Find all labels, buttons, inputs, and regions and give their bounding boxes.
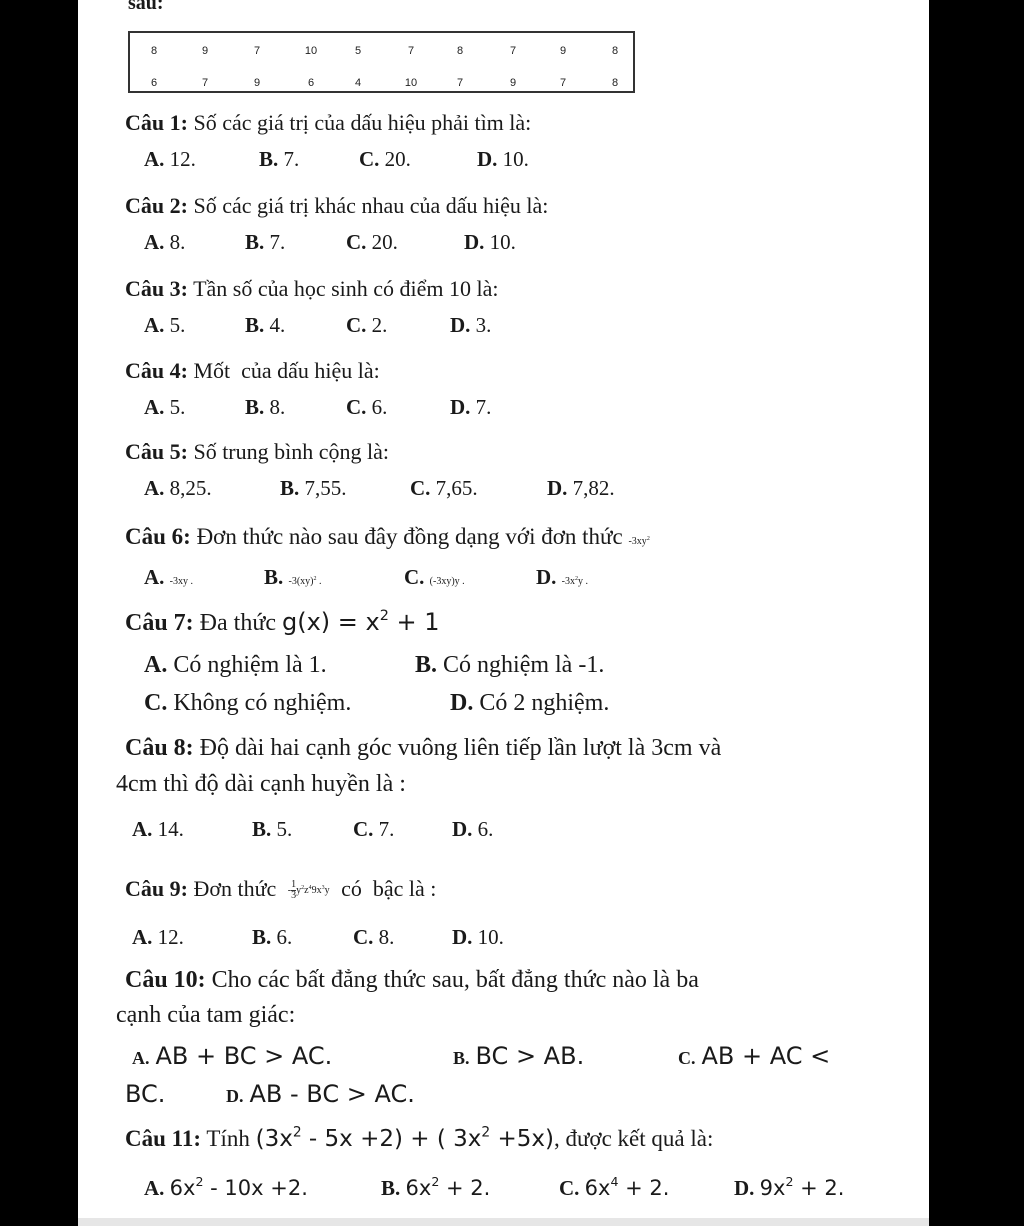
table-cell: 7 [407, 45, 415, 57]
option: D. 7. [450, 395, 492, 419]
option: C. Không có nghiệm. [144, 690, 352, 716]
question-9 [125, 876, 436, 902]
option: C. (-3xy)y . [404, 565, 465, 589]
option: C. 7. [353, 817, 395, 841]
table-cell: 7 [509, 45, 517, 57]
option: D. AB - BC > AC. [226, 1080, 415, 1108]
question-5 [125, 439, 389, 465]
question-text: Tần số của học sinh có điểm 10 là: [193, 276, 499, 301]
question-text: Đa thức [199, 610, 276, 636]
question-7 [125, 608, 440, 637]
question-2 [125, 193, 548, 219]
option: D. 10. [464, 230, 516, 254]
table-cell: 9 [509, 77, 517, 89]
question-text: Đơn thức [193, 876, 277, 901]
table-cell: 10 [404, 77, 418, 89]
option: A. 5. [144, 313, 186, 337]
table-cell: 6 [150, 77, 158, 89]
table-cell: 8 [611, 77, 619, 89]
question-number: Câu 1: [125, 110, 188, 135]
score-table [128, 31, 635, 93]
page-bottom-strip [78, 1218, 929, 1226]
option: B. $6x^2 + 2$. [381, 1174, 491, 1200]
question-11 [125, 1126, 713, 1152]
question-text: Tính [206, 1126, 250, 1151]
question-number: Câu 9: [125, 876, 188, 901]
option: B. 7. [245, 230, 286, 254]
question-number: Câu 3: [125, 276, 188, 301]
option: D. 7,82. [547, 476, 615, 500]
option-wrap-text: BC. [125, 1080, 166, 1108]
option: C. 20. [359, 147, 411, 171]
question-number: Câu 6: [125, 524, 191, 549]
question-text: Mốt của dấu hiệu là: [193, 358, 380, 383]
option: C. $6x^4 + 2$. [559, 1174, 670, 1200]
option: D. Có 2 nghiệm. [450, 690, 610, 716]
question-3 [125, 276, 499, 302]
option: B. -3(xy)$^2$ . [264, 565, 322, 589]
table-cell: 7 [559, 77, 567, 89]
table-cell: 9 [253, 77, 261, 89]
option: A. 12. [144, 147, 196, 171]
option: D. 10. [452, 925, 504, 949]
table-cell: 10 [304, 45, 318, 57]
polynomial-expr: $g(x) = x^2 + 1$ [281, 607, 440, 636]
question-number: Câu 10: [125, 967, 206, 993]
question-10-line2: cạnh của tam giác: [116, 1002, 296, 1028]
worksheet-page [78, 0, 929, 1226]
option: A. 14. [132, 817, 184, 841]
option: A. -3xy . [144, 565, 194, 589]
option: C. 2. [346, 313, 388, 337]
question-number: Câu 4: [125, 358, 188, 383]
question-text: Đơn thức nào sau đây đồng dạng với đơn thức [196, 524, 623, 549]
option: A. 8,25. [144, 476, 212, 500]
table-cell: 8 [456, 45, 464, 57]
option: A. 5. [144, 395, 186, 419]
question-number: Câu 2: [125, 193, 188, 218]
question-4 [125, 358, 380, 384]
question-number: Câu 11: [125, 1126, 202, 1151]
option: B. Có nghiệm là -1. [415, 652, 605, 678]
table-cell: 7 [456, 77, 464, 89]
table-cell: 5 [354, 45, 362, 57]
option: B. 7. [259, 147, 300, 171]
option: A. $6x^2 - 10x +2$. [144, 1174, 308, 1200]
option: D. $9x^2 + 2$. [734, 1174, 845, 1200]
question-text: Độ dài hai cạnh góc vuông liên tiếp lần lượt là 3cm và [199, 735, 722, 761]
question-text: Số trung bình cộng là: [193, 439, 389, 464]
monomial-expr: - $\frac{1}{3}$ $y^2z^49x^3y$ [287, 879, 330, 902]
question-1 [125, 110, 531, 136]
question-text: Cho các bất đẳng thức sau, bất đẳng thức nào là ba [211, 967, 699, 993]
option: D. 6. [452, 817, 494, 841]
question-text-end: có bậc là : [341, 876, 437, 901]
monomial-expr: $-3xy^2$ [628, 535, 650, 547]
option: B. 8. [245, 395, 286, 419]
table-cell: 7 [201, 77, 209, 89]
table-cell: 9 [201, 45, 209, 57]
expression: $(3x^2 - 5x +2)$ + ( $3x^2 +5x$) [255, 1124, 554, 1152]
table-cell: 8 [150, 45, 158, 57]
header-text: sau: [128, 0, 164, 14]
table-cell: 4 [354, 77, 362, 89]
question-number: Câu 7: [125, 610, 194, 636]
option: B. 4. [245, 313, 286, 337]
option: C. 20. [346, 230, 398, 254]
option: B. BC > AB. [453, 1042, 585, 1070]
question-6 [125, 524, 650, 550]
table-cell: 8 [611, 45, 619, 57]
question-text-end: , được kết quả là: [553, 1126, 714, 1151]
question-number: Câu 5: [125, 439, 188, 464]
option: C. AB + AC < [678, 1042, 831, 1070]
table-cell: 6 [307, 77, 315, 89]
option: D. $-3x^2y$ . [536, 565, 589, 589]
option: A. AB + BC > AC. [132, 1042, 333, 1070]
option: A. 12. [132, 925, 184, 949]
option: A. 8. [144, 230, 186, 254]
option: A. Có nghiệm là 1. [144, 652, 327, 678]
table-cell: 7 [253, 45, 261, 57]
table-cell: 9 [559, 45, 567, 57]
option: D. 3. [450, 313, 492, 337]
question-text: Số các giá trị khác nhau của dấu hiệu là: [193, 193, 549, 218]
option: C. 6. [346, 395, 388, 419]
question-text: Số các giá trị của dấu hiệu phải tìm là: [193, 110, 532, 135]
question-8 [125, 735, 721, 762]
option: C. 7,65. [410, 476, 478, 500]
question-8-line2: 4cm thì độ dài cạnh huyền là : [116, 771, 406, 797]
question-number: Câu 8: [125, 735, 194, 761]
option: C. 8. [353, 925, 395, 949]
question-10 [125, 967, 699, 994]
option: B. 7,55. [280, 476, 347, 500]
option: D. 10. [477, 147, 529, 171]
option: B. 5. [252, 817, 293, 841]
option: B. 6. [252, 925, 293, 949]
